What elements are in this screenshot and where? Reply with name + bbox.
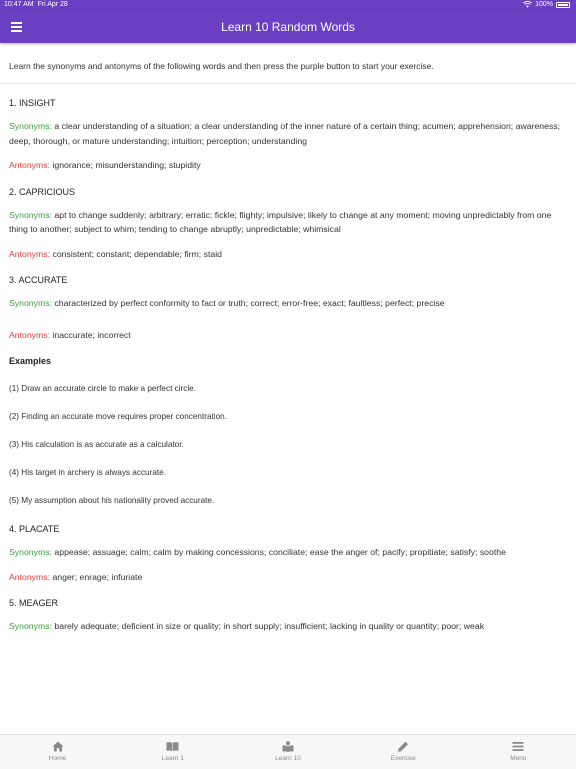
synonyms-text: a clear understanding of a situation; a clear understanding of the inner nature of a certain thing; acumen; apprehension; awareness; deep, thorough, or mature understanding; intuition; perception; understanding <box>9 121 561 146</box>
wifi-icon <box>523 1 532 8</box>
synonyms-text: barely adequate; deficient in size or quality; in short supply; insufficient; lacking in quality or quantity; poor; weak <box>54 621 485 631</box>
book-icon <box>166 741 179 752</box>
tab-learn-10[interactable] <box>230 735 345 769</box>
synonyms-label: Synonyms: <box>9 121 52 131</box>
tab-exercise[interactable] <box>346 735 461 769</box>
word-list-scroll[interactable] <box>0 43 576 734</box>
synonyms-text: apt to change suddenly; arbitrary; erratic; fickle; flighty; impulsive; likely to change at any moment; moving unpredictably from one thing to another; subject to whim; tending to change abruptly; unpredictable; whimsical <box>9 209 552 234</box>
example-sentence: (4) His target in archery is always accurate. <box>9 468 166 477</box>
tab-label: Learn 1 <box>161 755 184 762</box>
synonyms-text: characterized by perfect conformity to fact or truth; correct; error-free; exact; faultless; perfect; precise <box>54 298 445 308</box>
status-time-date <box>4 1 68 8</box>
word-title: 1. INSIGHT <box>9 98 56 108</box>
word-title: 2. CAPRICIOUS <box>9 186 76 197</box>
status-time: 10:47 AM <box>4 1 34 8</box>
synonyms-text: appease; assuage; calm; calm by making concessions; conciliate; ease the anger of; pacify; propitiate; satisfy; soothe <box>54 547 506 557</box>
antonyms-line <box>9 247 567 262</box>
tab-label: Home <box>48 755 67 762</box>
tab-home[interactable] <box>0 735 115 769</box>
status-bar <box>0 0 576 11</box>
bottom-tab-bar <box>0 734 576 769</box>
page-title: Learn 10 Random Words <box>221 20 355 34</box>
word-title: 4. PLACATE <box>9 524 60 534</box>
intro-text: Learn the synonyms and antonyms of the following words and then press the purple button to start your exercise. <box>0 43 576 84</box>
synonyms-label: Synonyms: <box>9 621 52 631</box>
antonyms-line <box>9 570 567 585</box>
example-sentence: (3) His calculation is as accurate as a calculator. <box>9 440 184 449</box>
antonyms-line <box>9 158 567 173</box>
synonyms-label: Synonyms: <box>9 547 52 557</box>
antonyms-label: Antonyms: <box>9 160 51 170</box>
tab-label: Exercise <box>390 755 416 762</box>
battery-percent: 100% <box>535 1 553 8</box>
example-sentence: (5) My assumption about his nationality proved accurate. <box>9 496 215 505</box>
word-entry <box>0 275 576 505</box>
word-title: 5. MEAGER <box>9 598 59 608</box>
synonyms-line <box>9 208 567 237</box>
tab-learn-1[interactable] <box>115 735 230 769</box>
battery-icon <box>556 2 570 8</box>
menu-icon <box>512 741 524 752</box>
tab-menu[interactable] <box>461 735 576 769</box>
antonyms-text: anger; enrage; infuriate <box>52 571 143 582</box>
synonyms-line <box>9 119 567 148</box>
example-sentence: (2) Finding an accurate move requires proper concentration. <box>9 412 227 421</box>
examples-heading: Examples <box>9 356 52 366</box>
word-entry <box>0 98 576 173</box>
status-right <box>523 1 570 8</box>
antonyms-text: ignorance; misunderstanding; stupidity <box>52 160 201 170</box>
antonyms-label: Antonyms: <box>9 329 51 340</box>
synonyms-label: Synonyms: <box>9 209 52 220</box>
antonyms-text: inaccurate; incorrect <box>52 329 131 340</box>
home-icon <box>52 741 64 752</box>
app-bar <box>0 11 576 43</box>
synonyms-label: Synonyms: <box>9 298 52 308</box>
word-entry <box>0 524 576 584</box>
word-title: 3. ACCURATE <box>9 275 68 285</box>
pencil-icon <box>397 741 409 752</box>
word-entry <box>0 598 576 634</box>
antonyms-label: Antonyms: <box>9 571 51 582</box>
tab-label: Learn 10 <box>275 755 301 762</box>
reader-icon <box>282 741 294 752</box>
antonyms-label: Antonyms: <box>9 248 51 259</box>
tab-label: Menu <box>510 755 527 762</box>
synonyms-line <box>9 296 567 311</box>
antonyms-line <box>9 328 567 343</box>
antonyms-text: consistent; constant; dependable; firm; staid <box>52 248 222 259</box>
word-entry <box>0 187 576 262</box>
synonyms-line <box>9 545 567 560</box>
status-date: Fri Apr 28 <box>37 1 68 8</box>
synonyms-line <box>9 619 567 634</box>
example-sentence: (1) Draw an accurate circle to make a perfect circle. <box>9 384 197 393</box>
